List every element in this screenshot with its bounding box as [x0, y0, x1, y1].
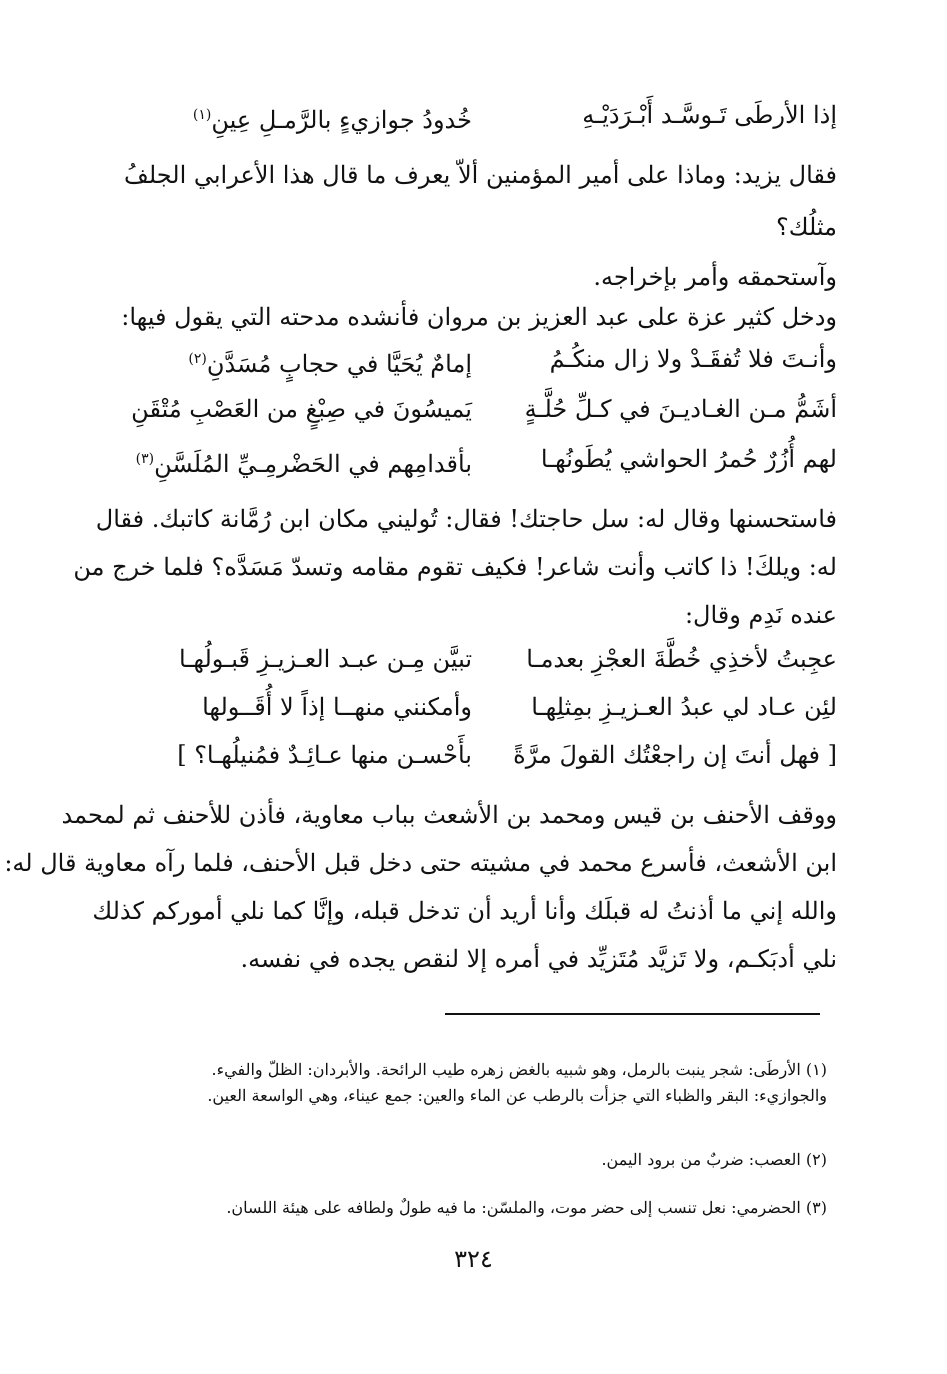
footnote-2: (٢) العصب: ضربٌ من برود اليمن. — [601, 1150, 827, 1169]
verse2-2-first: أشَمُّ مـن الغـاديـنَ في كـلِّ حُلَّـةٍ — [524, 395, 837, 423]
prose-line: فقال يزيد: وماذا على أمير المؤمنين ألاّ يعرف ما قال هذا الأعرابي الجلفُ — [123, 161, 837, 189]
prose-line: مثلُك؟ — [775, 213, 837, 241]
footnote-marker: (١) — [192, 107, 212, 123]
verse2-2-second: يَميسُونَ في صِبْغٍ من العَصْبِ مُتْقَنِ — [131, 395, 472, 423]
verse2-3-second — [112, 442, 472, 481]
verse3-1-second: تبيَّن مِـن عبـد العـزيـزِ قَبـولُهـا — [179, 645, 472, 673]
prose-line: فاستحسنها وقال له: سل حاجتك! فقال: تُوليني مكان ابن رُمَّانة كاتبك. فقال — [95, 505, 837, 533]
prose-line: ودخل كثير عزة على عبد العزيز بن مروان فأنشده مدحته التي يقول فيها: — [121, 303, 837, 331]
footnote-3: (٣) الحضرمي: نعل تنسب إلى حضر موت، والملسّن: ما فيه طولٌ ولطافه على هيئة اللسان. — [226, 1198, 827, 1217]
verse1-first-hemistich — [482, 98, 837, 132]
verse3-3-second: بأَحْسـن منها عـائِـدٌ فمُنيلُهـا؟ ] — [177, 741, 472, 769]
page-number: ٣٢٤ — [454, 1245, 493, 1273]
footnote-marker: (٣) — [135, 451, 155, 467]
verse3-2-second: وأمكنني منهــا إذاً لا أُقَــولها — [202, 693, 472, 721]
prose-line: ابن الأشعث، فأسرع محمد في مشيته حتى دخل قبل الأحنف، فلما رآه معاوية قال له: — [4, 849, 837, 877]
footnote-1-line-1: (١) الأرطَى: شجر ينبت بالرمل، وهو شبيه بالغض زهره طيب الرائحة. والأبردان: الظلّ والفيء. — [211, 1060, 827, 1079]
verse2-1-second — [112, 342, 472, 381]
prose-line: عنده نَدِم وقال: — [684, 601, 837, 629]
prose-line: وآستحمقه وأمر بإخراجه. — [593, 263, 837, 291]
footnote-divider — [445, 1013, 820, 1015]
verse1-second-hemistich — [112, 98, 472, 137]
prose-line: ووقف الأحنف بن قيس ومحمد بن الأشعث بباب معاوية، فأذن للأحنف ثم لمحمد — [61, 801, 837, 829]
prose-line: له: ويلكَ! ذا كاتب وأنت شاعر! فكيف تقوم مقامه وتسدّ مَسَدَّه؟ فلما خرج من — [73, 553, 837, 581]
verse3-2-first: لئِن عـاد لي عبدُ العـزيـزِ بمِثلِهـا — [531, 693, 837, 721]
verse2-3-first: لهم أُزُرٌ حُمرُ الحواشي يُطَونُهـا — [540, 445, 837, 473]
prose-line: نلي أدبَكـم، ولا تَزيَّد مُتَزيِّد في أمره إلا لنقص يجده في نفسه. — [240, 945, 837, 973]
verse3-1-first: عجِبتُ لأخذِي خُطَّةَ العجْزِ بعدمـا — [526, 645, 837, 673]
verse-text: بأقدامِهم في الحَضْرمِـيِّ المُلَسَّنِ — [154, 450, 472, 478]
verse-text: خُدودُ جوازيءٍ بالرَّمـلِ عِينِ — [211, 106, 472, 134]
verse2-1-first: وأنـتَ فلا تُفقَـدْ ولا زال منكُـمُ — [549, 345, 837, 373]
footnote-1-line-2: والجوازيء: البقر والظباء التي جزأت بالرطب عن الماء والعين: جمع عيناء، وهي الواسعة العين. — [207, 1086, 827, 1105]
footnote-marker: (٢) — [188, 351, 207, 367]
verse-text: إمامٌ يُحَيَّا في حجابٍ مُسَدَّنِ — [206, 350, 472, 378]
prose-line: والله إني ما أذنتُ له قبلَك وأنا أريد أن تدخل قبله، وإنَّا كما نلي أموركم كذلك — [92, 897, 837, 925]
verse3-3-first: [ فهل أنتَ إن راجعْتُك القولَ مرَّةً — [513, 741, 837, 769]
verse-text: إذا الأرطَى تَـوسَّـد أَبْـرَدَيْـهِ — [582, 101, 837, 129]
